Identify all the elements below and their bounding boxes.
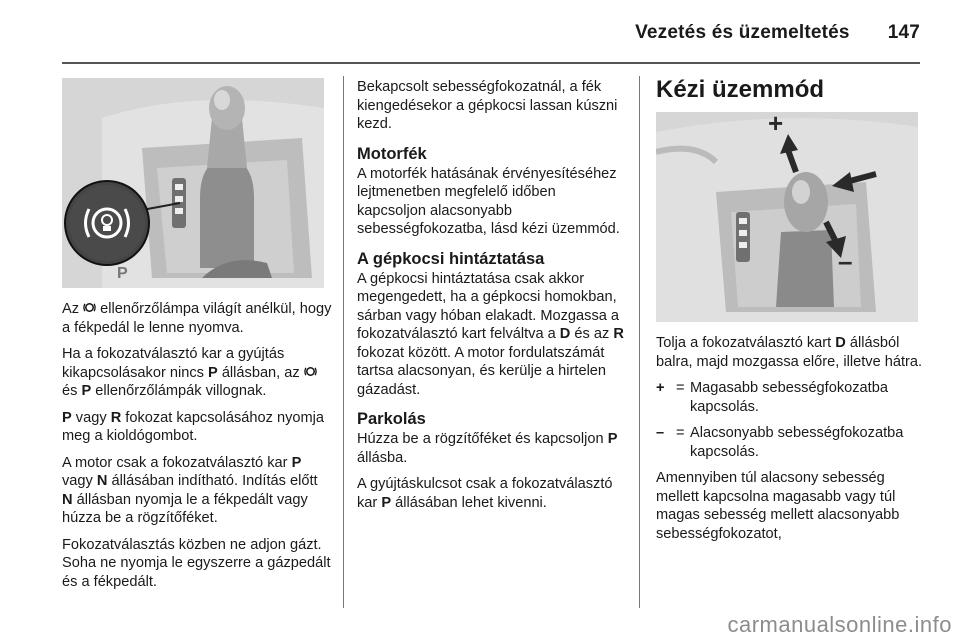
gear-lever-illustration	[62, 78, 324, 288]
manual-mode-illustration	[656, 112, 918, 322]
column-divider-2	[639, 76, 640, 608]
section-heading-kezi-uzemmod: Kézi üzemmód	[656, 76, 825, 103]
minus-symbol: –	[656, 425, 665, 441]
brake-warning-icon	[304, 365, 317, 378]
brake-warning-icon	[83, 301, 96, 314]
text: és az	[574, 326, 610, 342]
gear-letter: P	[81, 383, 92, 399]
minus-description: Alacsonyabb sebességfokozatba kapcsolás.	[690, 425, 904, 460]
paragraph	[62, 345, 332, 401]
text: Ha a fokozatválasztó kar a gyújtás kikapcsolásakor nincs	[62, 346, 285, 381]
plus-symbol: +	[656, 380, 665, 396]
page-number: 147	[887, 22, 920, 43]
column-3	[656, 334, 930, 551]
plus-description: Magasabb sebességfokozatba kapcsolás.	[690, 380, 888, 415]
gear-letter: D	[559, 326, 571, 342]
paragraph: Fokozatválasztás közben ne adjon gázt. Soha ne nyomja le egyszerre a gázpedált és a fékpedált.	[62, 536, 331, 590]
equals-sign: =	[676, 380, 685, 396]
paragraph	[62, 409, 332, 446]
plus-label: +	[768, 112, 784, 138]
paragraph	[357, 430, 625, 467]
plus-definition	[656, 379, 930, 416]
text: állásban nyomja le a fékpedált vagy húzza be a rögzítőféket.	[62, 491, 308, 526]
column-1	[62, 300, 332, 599]
paragraph: A motorfék hatásának érvényesítéséhez lejtmenetben megfelelő időben kapcsoljon alacsonyabb sebességfokozatba, lásd kézi üzemmód.	[357, 165, 620, 237]
text: Húzza be a rögzítőféket és kapcsoljon	[357, 431, 604, 447]
paragraph	[357, 270, 625, 400]
text: állásba.	[357, 449, 408, 466]
gear-letter: P	[208, 364, 218, 381]
text: vagy	[75, 409, 107, 426]
text: ellenőrzőlámpa világít anélkül, hogy a fékpedál le lenne nyomva.	[62, 301, 332, 336]
watermark: carmanualsonline.info	[727, 612, 952, 637]
section-heading-parkolas: Parkolás	[357, 410, 426, 428]
minus-definition	[656, 424, 930, 461]
equals-sign: =	[676, 425, 685, 441]
section-heading-hintaztatas: A gépkocsi hintáztatása	[357, 249, 545, 268]
header-title: Vezetés és üzemeltetés	[635, 22, 850, 43]
gear-letter: R	[613, 326, 624, 342]
gear-letter: P	[607, 431, 618, 447]
paragraph	[62, 454, 332, 528]
gear-letter: D	[835, 335, 846, 351]
gear-letter: N	[96, 473, 108, 489]
text: A gépkocsi hintáztatása csak akkor megengedett, ha a gépkocsi homokban, sárban vagy hóban elakadt. Mozgassa a fokozatválasztó kart felváltva a	[357, 270, 620, 342]
text: A gyújtáskulcsot csak a fokozatválasztó kar	[357, 476, 613, 511]
text: fokozat között. A motor fordulatszámát tartsa alacsonyan, és kerülje a hirtelen gázadást.	[357, 344, 607, 398]
section-heading-motorfek: Motorfék	[357, 144, 427, 163]
page-header	[635, 22, 920, 44]
gear-letter: P	[381, 494, 392, 511]
text: Az	[62, 301, 80, 317]
text: Tolja a fokozatválasztó kart	[656, 335, 832, 351]
gear-letter: P	[62, 409, 72, 426]
text: és	[62, 383, 78, 399]
paragraph: Amennyiben túl alacsony sebesség mellett kapcsolna magasabb vagy túl magas sebesség mellett alacsonyabb sebességfokozatot,	[656, 470, 900, 542]
column-2	[357, 78, 625, 520]
header-rule	[62, 62, 920, 64]
gear-letter: P	[291, 454, 302, 471]
paragraph	[62, 300, 332, 337]
minus-label: –	[838, 246, 853, 276]
column-divider-1	[343, 76, 344, 608]
gear-letter: N	[62, 491, 73, 508]
gear-letter: R	[110, 409, 122, 426]
svg-text:P: P	[117, 265, 128, 282]
text: ellenőrzőlámpák villognak.	[95, 383, 267, 399]
text: fokozat kapcsolásához nyomja meg a kioldógombot.	[62, 409, 325, 444]
text: állásában indítható. Indítás előtt	[111, 473, 318, 489]
text: állásból balra, majd mozgassa előre, illetve hátra.	[656, 335, 923, 370]
paragraph	[357, 475, 625, 512]
text: A motor csak a fokozatválasztó kar	[62, 454, 288, 471]
text: állásában lehet kivenni.	[395, 494, 547, 511]
text: vagy	[62, 473, 93, 489]
paragraph: Bekapcsolt sebességfokozatnál, a fék kiengedésekor a gépkocsi lassan kúszni kezd.	[357, 79, 618, 132]
paragraph	[656, 334, 930, 371]
text: állásban, az	[221, 364, 300, 381]
